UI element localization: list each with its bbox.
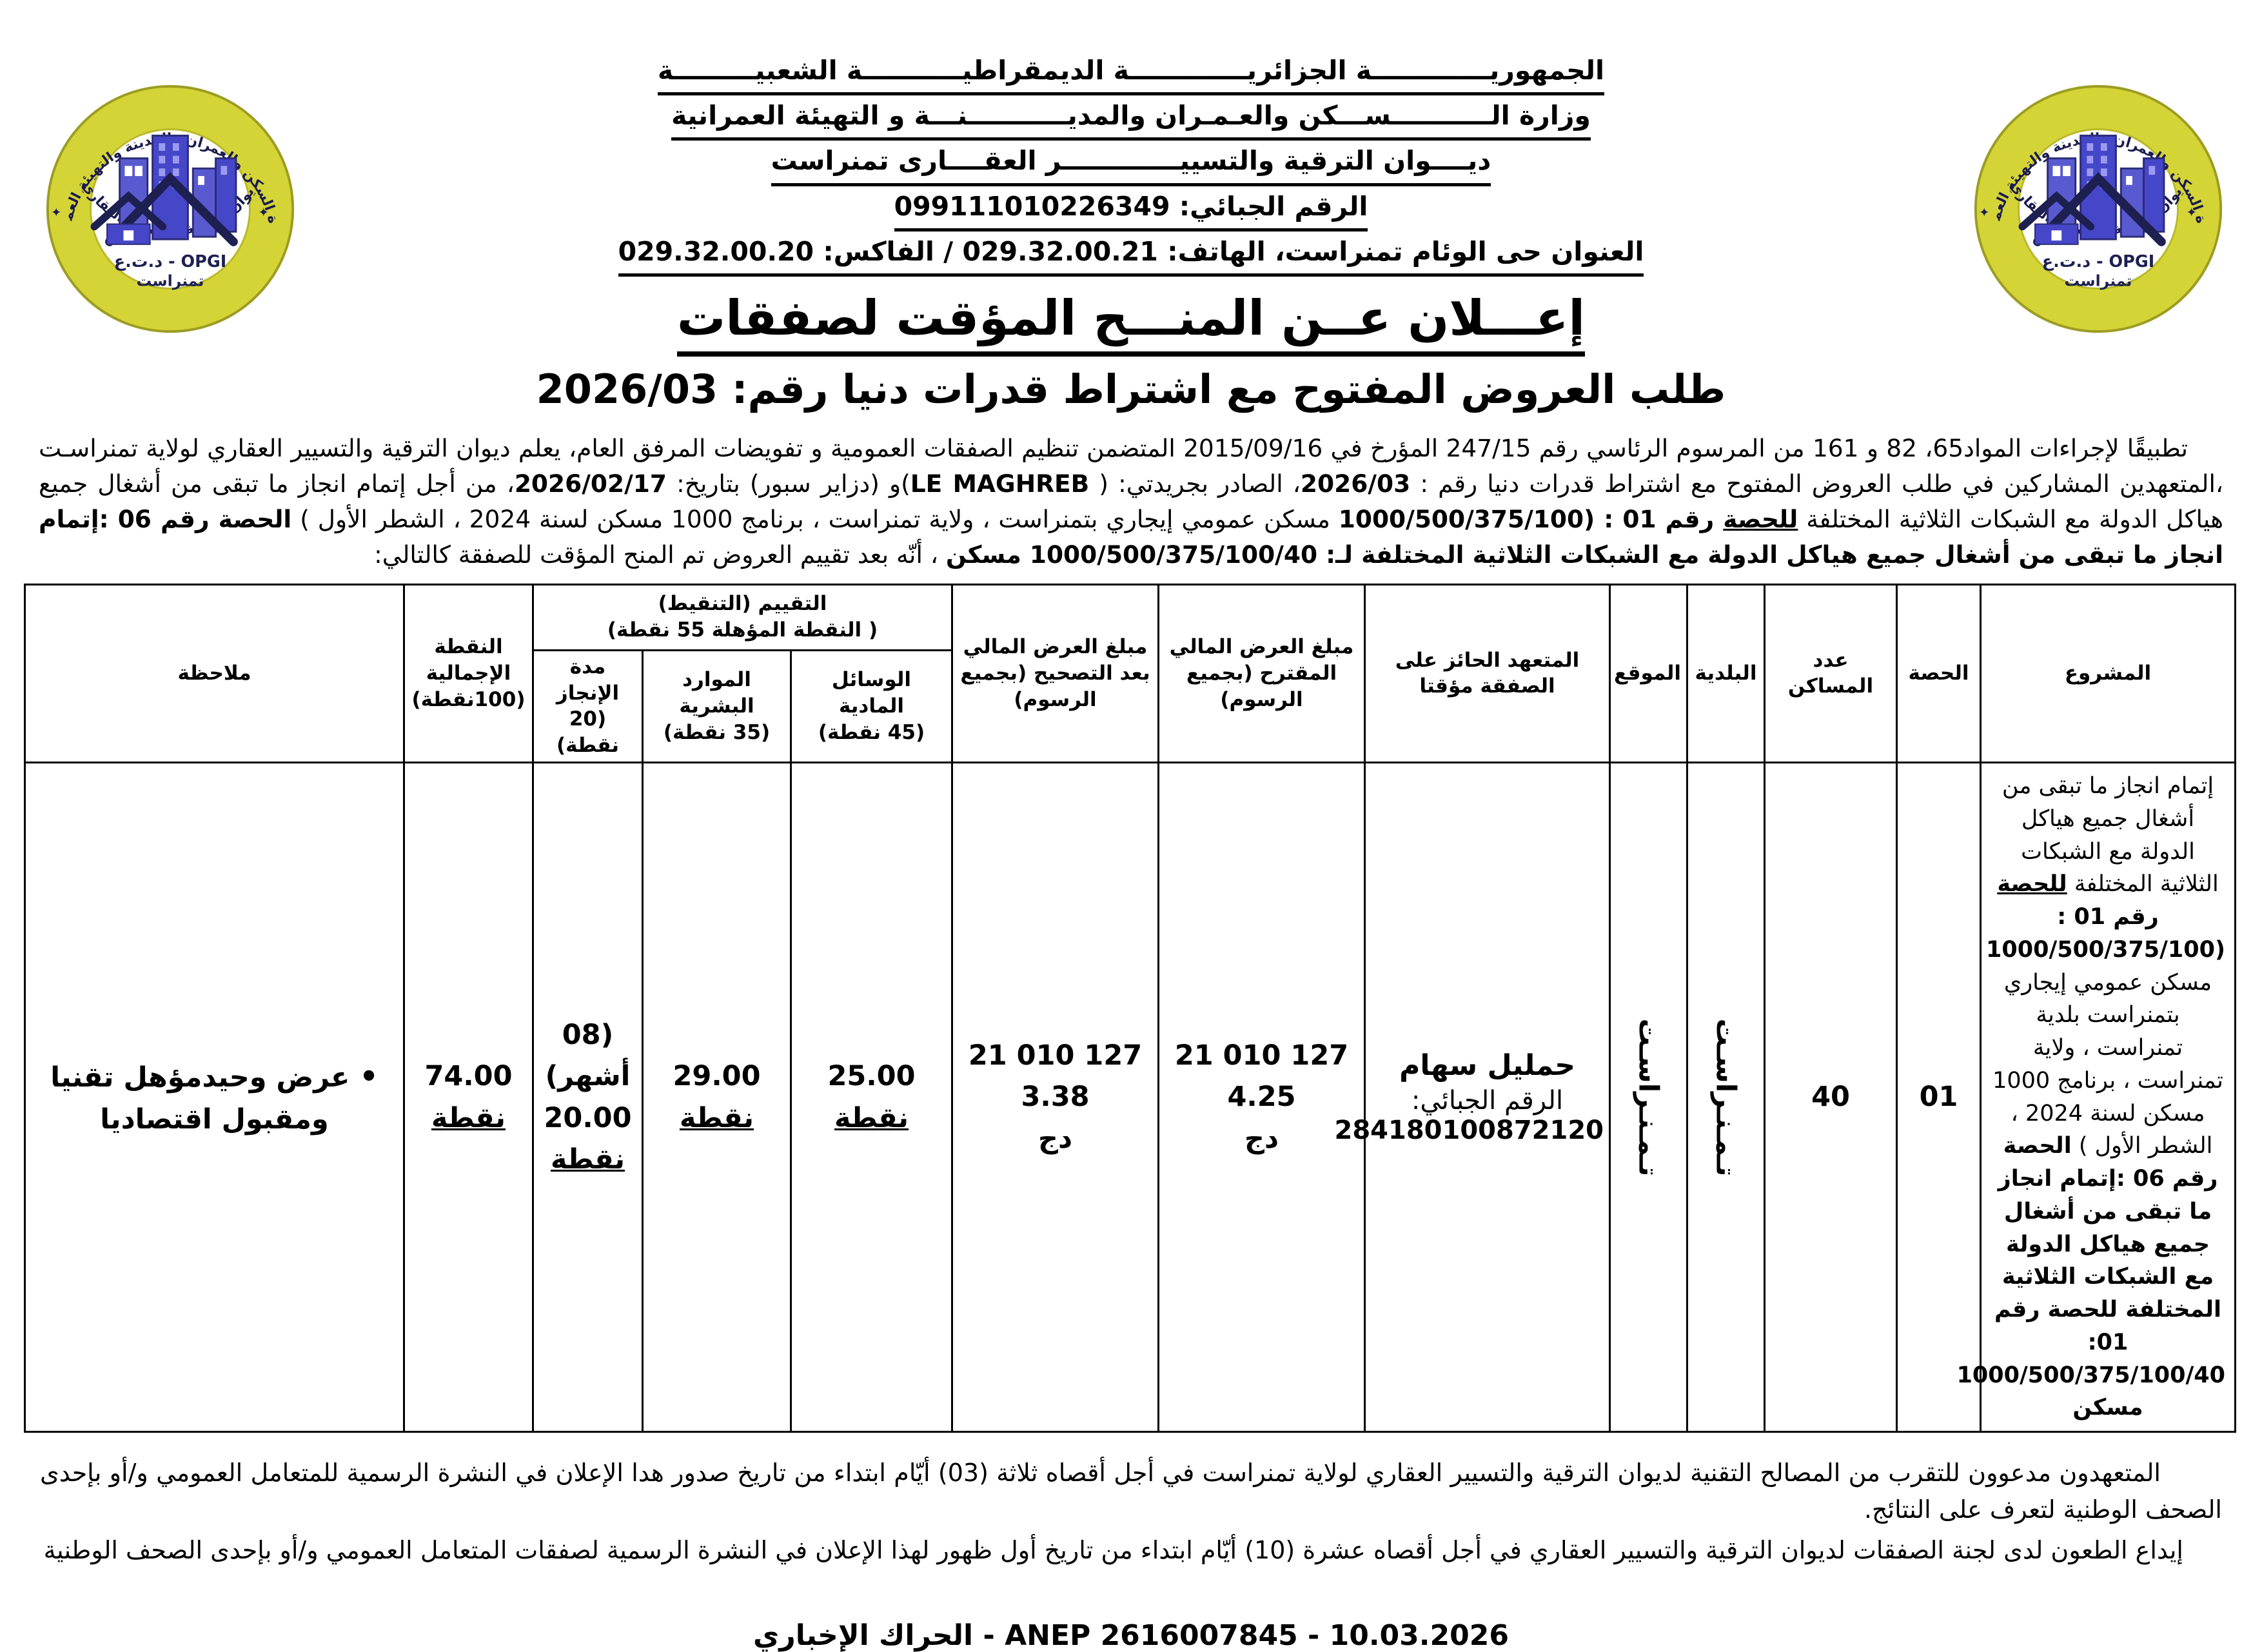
total-score: 74.00	[424, 1060, 513, 1093]
cell-completion-time-score	[533, 763, 643, 1432]
footer-paragraph-appeals: إيداع الطعون لدى لجنة الصفقات لديوان الترقية والتسيير العقاري في أجل أقصاه عشرة (10) أيّام ابتداء من تاريخ أول ظهور لهذا الإعلان في النشرة الرسمية لصفقات المتعامل العمومي و/أو بإحدى الصحف الوطنية	[43, 1536, 2183, 1565]
completion-time-unit: نقطة	[550, 1143, 625, 1176]
completion-time-value: (08 أشهر)	[545, 1018, 631, 1093]
completion-time-score: 20.00	[544, 1101, 632, 1134]
col-header-corrected-amount: مبلغ العرض المالي بعد التصحيح (بجميع الرسوم)	[952, 584, 1159, 763]
col-header-proposed-amount: مبلغ العرض المالي المقترح (بجميع الرسوم)	[1159, 584, 1365, 763]
col-header-material-means	[791, 650, 952, 763]
cell-total-score	[404, 763, 533, 1432]
page-subtitle: طلب العروض المفتوح مع اشتراط قدرات دنيا رقم: 2026/03	[536, 366, 1726, 413]
material-means-unit: نقطة	[834, 1101, 909, 1134]
cell-remark	[25, 763, 404, 1432]
corrected-amount-line2: 3.38	[1021, 1081, 1090, 1114]
col-header-contractor: المتعهد الحائز على الصفقة مؤقتا	[1365, 584, 1610, 763]
col-header-completion-time	[533, 650, 643, 763]
material-means-score: 25.00	[827, 1060, 916, 1093]
site-vertical-text: تـمـنـراسـت	[1633, 1018, 1664, 1177]
cell-contractor	[1334, 763, 1610, 1432]
cell-housing-count: 40	[1765, 763, 1897, 1432]
republic-line: الجمهوريـــــــــــــة الجزائريـــــــــــــة الديمقراطيـــــــــــة الشعبيـــــــــة	[0, 52, 2262, 95]
cell-project: إتمام انجاز ما تبقى من أشغال جميع هياكل الدولة مع الشبكات الثلاثية المختلفة للحصة رقم 01 : (1000/500/375/100 مسكن عمومي إيجاري بتمنراست بلدية تمنراست ، ولاية تمنراست ، برنامج 1000 مسكن لسنة 2024 ، الشطر الأول ) الحصة رقم 06 :إتمام انجاز ما تبقى من أشغال جميع هياكل الدولة مع الشبكات الثلاثية المختلفة للحصة رقم 01: 1000/500/375/100/40 مسكن	[1981, 763, 2236, 1432]
col-header-lot: الحصة	[1897, 584, 1981, 763]
material-means-points: (45 نقطة)	[818, 720, 925, 744]
anep-reference-line	[0, 1619, 2262, 1652]
intro-paragraph: تطبيقًا لإجراءات المواد65، 82 و 161 من المرسوم الرئاسي رقم 247/15 المؤرخ في 2015/09/16 المتضمن تنظيم الصفقات العمومية و تفويضات المرفق العام، يعلم ديوان الترقية والتسيير العقاري لولاية تمنراسـت ،المتعهدين المشاركين في طلب العروض المفتوح مع اشتراط قدرات دنيا رقم : 2026/03، الصادر بجريدتي: ( LE MAGHREB)و (دزاير سبور) بتاريخ: 2026/02/17، من أجل إتمام انجاز ما تبقى من أشغال جميع هياكل الدولة مع الشبكات الثلاثية المختلفة للحصة رقم 01 : (1000/500/375/100 مسكن عمومي إيجاري بتمنراست ، ولاية تمنراست ، برنامج 1000 مسكن لسنة 2024 ، الشطر الأول ) الحصة رقم 06 :إتمام انجاز ما تبقى من أشغال جميع هياكل الدولة مع الشبكات الثلاثية المختلفة لـ: 1000/500/375/100/40 مسكن ، أنّه بعد تقييم العروض تم المنح المؤقت للصفقة كالتالي:	[39, 434, 2223, 569]
cell-corrected-amount	[952, 763, 1159, 1432]
proposed-amount-line2: 4.25	[1227, 1081, 1296, 1114]
table-row	[25, 763, 2236, 1432]
award-results-table	[24, 584, 2236, 1433]
completion-time-points: (20 نقطة)	[556, 707, 620, 758]
col-header-municipality: البلدية	[1687, 584, 1765, 763]
total-score-unit: نقطة	[431, 1101, 506, 1134]
col-header-total-score: النقطة الإجمالية (100نقطة)	[404, 584, 533, 763]
human-resources-score: 29.00	[673, 1060, 761, 1093]
address-line: العنوان حى الوئام تمنراست، الهاتف: 029.32.00.21 / الفاكس: 029.32.00.20	[0, 233, 2262, 277]
col-header-remark: ملاحظة	[25, 584, 404, 763]
anep-source: الحراك الإخباري	[753, 1619, 974, 1652]
cell-site	[1610, 763, 1687, 1432]
page-title: إعـــلان عــن المنـــح المؤقت لصفقات	[0, 290, 2262, 357]
cell-municipality	[1687, 763, 1765, 1432]
human-resources-unit: نقطة	[679, 1101, 754, 1134]
municipality-vertical-text: تـمـنـراسـت	[1710, 1018, 1742, 1177]
opgi-logo-left	[44, 83, 297, 335]
footer-paragraph-results: المتعهدون مدعوون للتقرب من المصالح التقنية لديوان الترقية والتسيير العقاري لولاية تمنراست في أجل أقصاه ثلاثة (03) أيّام ابتداء من تاريخ صدور هدا الإعلان في النشرة الرسمية للمتعامل العمومي و/أو بإحدى الصحف الوطنية لتعرف على النتائج.	[40, 1459, 2222, 1524]
evaluation-group-line2: ( النقطة المؤهلة 55 نقطة)	[607, 618, 878, 642]
contractor-tax-label: الرقم الجبائي:	[1411, 1086, 1564, 1116]
evaluation-group-line1: التقييم (التنقيط)	[658, 592, 827, 616]
opgi-logo-right	[1972, 83, 2225, 335]
remark-text: عرض وحيدمؤهل تقنيا ومقبول اقتصاديا	[50, 1061, 350, 1136]
human-resources-points: (35 نقطة)	[663, 720, 771, 744]
ministry-line: وزارة الـــــــــــســـكن والعـمـران والمديـــــــــــنـــة و التهيئة العمرانية	[0, 97, 2262, 141]
proposed-amount-line1: 127 010 21	[1174, 1039, 1349, 1072]
corrected-amount-line1: 127 010 21	[968, 1039, 1143, 1072]
human-resources-label: الموارد البشرية	[679, 668, 754, 718]
tax-id-line: الرقم الجبائي: 099111010226349	[0, 188, 2262, 231]
document-header	[0, 0, 2262, 277]
proposed-amount-currency: دج	[1244, 1122, 1279, 1155]
anep-code: ANEP 2616007845 - 10.03.2026	[1005, 1619, 1509, 1652]
col-header-human-resources	[643, 650, 791, 763]
cell-lot: 01	[1897, 763, 1981, 1432]
contractor-tax-id: 284180100872120	[1334, 1116, 1604, 1146]
col-header-housing-count: عدد المساكن	[1765, 584, 1897, 763]
cell-proposed-amount	[1159, 763, 1365, 1432]
cell-human-resources-score	[643, 763, 791, 1432]
col-header-evaluation-group	[533, 584, 952, 650]
corrected-amount-currency: دج	[1038, 1122, 1073, 1155]
col-header-project: المشروع	[1981, 584, 2236, 763]
remark-bullet-icon: •	[359, 1058, 379, 1094]
anep-separator: -	[983, 1619, 995, 1652]
cell-material-means-score	[791, 763, 952, 1432]
completion-time-label: مدة الإنجاز	[556, 654, 620, 705]
contractor-name: حمليل سهام	[1399, 1049, 1575, 1083]
office-line: ديــــوان الترقية والتسييـــــــــــــر العقــــارى تمنراست	[0, 142, 2262, 186]
material-means-label: الوسائل المادية	[831, 668, 912, 718]
footer-notes	[40, 1455, 2222, 1569]
col-header-site: الموقع	[1610, 584, 1687, 763]
